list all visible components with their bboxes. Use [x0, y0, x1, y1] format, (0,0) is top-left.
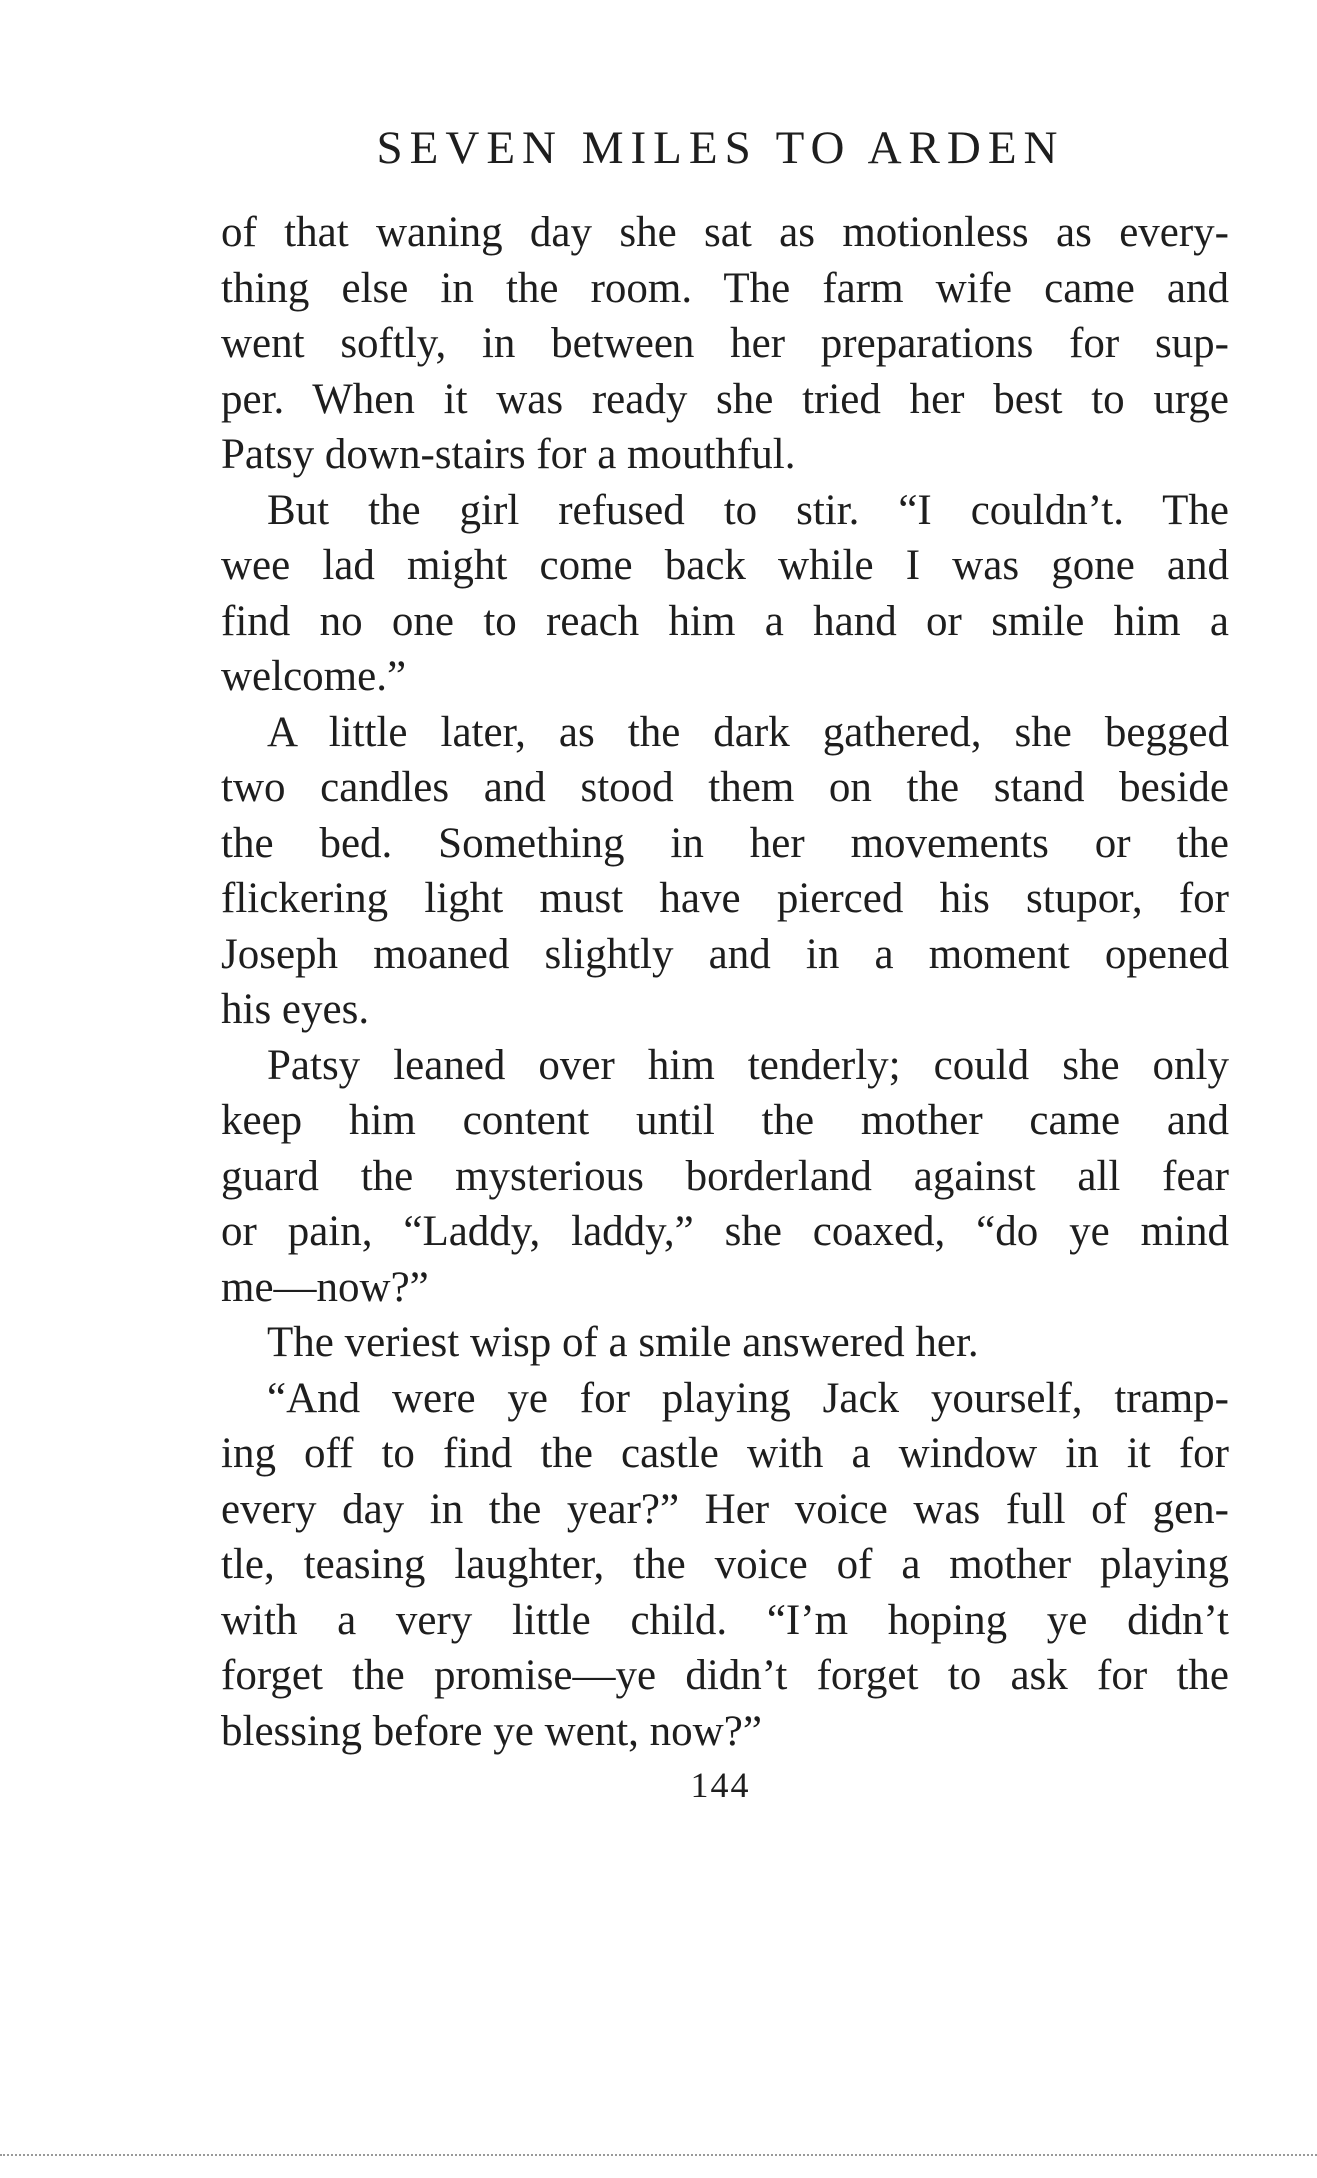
text-line: thing else in the room. The farm wife came and: [221, 264, 1229, 312]
text-line: ing off to find the castle with a window in it for: [221, 1430, 1229, 1477]
text-line: went softly, in between her preparations for sup-: [221, 320, 1229, 367]
text-line: his eyes.: [221, 986, 370, 1033]
text-line: A little later, as the dark gathered, she begged: [267, 708, 1229, 756]
text-line: keep him content until the mother came and: [221, 1097, 1229, 1144]
text-line: of that waning day she sat as motionless as every-: [221, 209, 1229, 256]
text-line: blessing before ye went, now?”: [221, 1707, 762, 1755]
text-line: or pain, “Laddy, laddy,” she coaxed, “do ye mind: [221, 1208, 1229, 1255]
text-line: the bed. Something in her movements or the: [221, 819, 1229, 867]
paragraph: [221, 1315, 1229, 1371]
text-line: Patsy down-stairs for a mouthful.: [221, 431, 796, 478]
text-line: me—now?”: [221, 1263, 429, 1311]
paragraph: [221, 483, 1229, 705]
text-line: But the girl refused to stir. “I couldn’t. The: [267, 486, 1229, 534]
text-line: The veriest wisp of a smile answered her.: [267, 1319, 979, 1366]
body-text: [221, 205, 1229, 1759]
text-line: Joseph moaned slightly and in a moment opened: [221, 930, 1229, 978]
text-line: tle, teasing laughter, the voice of a mother playing: [221, 1541, 1229, 1588]
text-line: find no one to reach him a hand or smile him a: [221, 597, 1229, 645]
paragraph: [221, 205, 1229, 483]
text-line: flickering light must have pierced his stupor, for: [221, 875, 1229, 922]
text-line: two candles and stood them on the stand beside: [221, 764, 1229, 811]
text-line: forget the promise—ye didn’t forget to ask for the: [221, 1652, 1229, 1699]
paragraph: [221, 1038, 1229, 1316]
text-line: every day in the year?” Her voice was full of gen-: [221, 1485, 1229, 1533]
text-line: Patsy leaned over him tenderly; could she only: [267, 1041, 1229, 1089]
text-line: “And were ye for playing Jack yourself, tramp-: [267, 1374, 1229, 1422]
text-line: per. When it was ready she tried her best to urge: [221, 375, 1229, 423]
paragraph: [221, 1371, 1229, 1760]
page-bottom-edge: [0, 2154, 1317, 2156]
text-line: welcome.”: [221, 653, 407, 700]
page-number: 144: [690, 1765, 751, 1805]
paragraph: [221, 705, 1229, 1038]
running-head: SEVEN MILES TO ARDEN: [376, 122, 1065, 174]
text-line: with a very little child. “I’m hoping ye didn’t: [221, 1596, 1229, 1644]
text-line: guard the mysterious borderland against all fear: [221, 1152, 1229, 1200]
text-line: wee lad might come back while I was gone and: [221, 542, 1229, 589]
